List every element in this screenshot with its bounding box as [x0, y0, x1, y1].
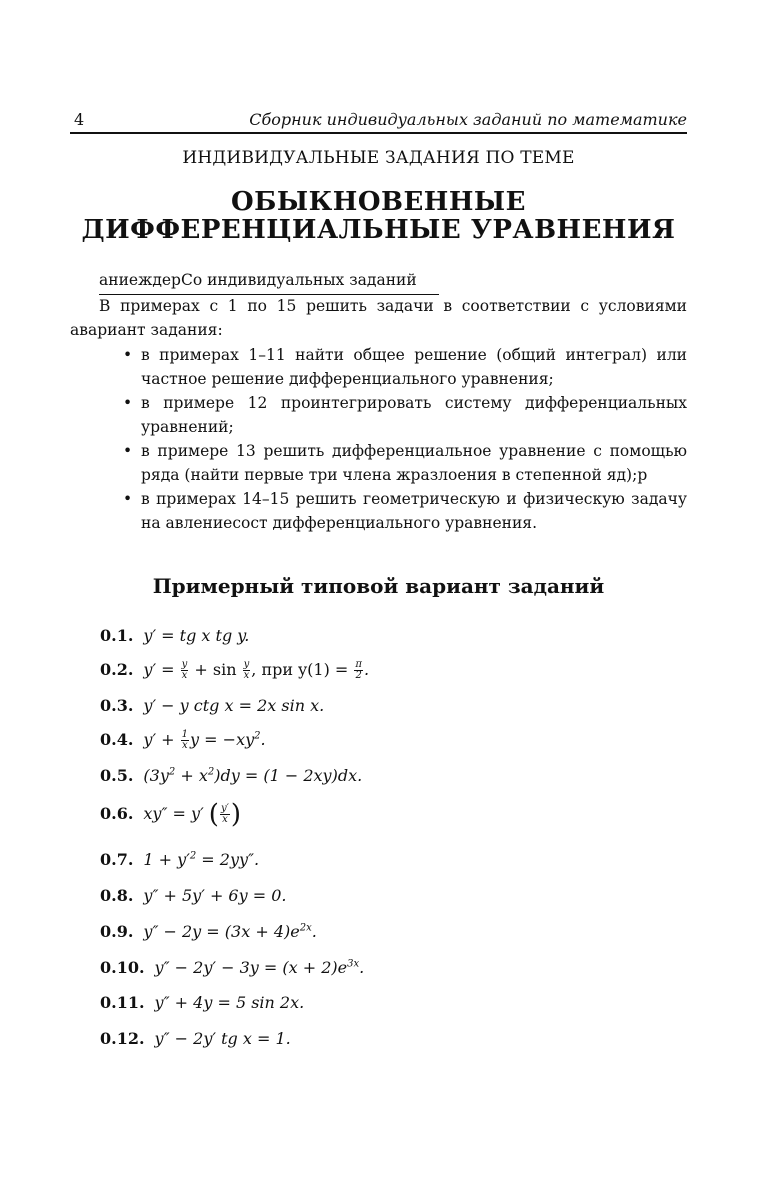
- list-item: • в примерах 14–15 решить геометрическую и физическую задачу на авлениесост дифференциального уравнения.: [123, 487, 687, 535]
- list-item: • в примерах 1–11 найти общее решение (общий интеграл) или частное решение дифференциального уравнения;: [123, 343, 687, 391]
- task-item: [100, 799, 242, 830]
- task-number: 0.12.: [100, 1029, 145, 1048]
- task-expression: $y'' - 2y' - 3y = (x + 2)e^{3x}$.: [154, 958, 365, 977]
- fraction: $\frac{1}{x}$: [181, 729, 189, 751]
- task-item: [100, 766, 362, 785]
- bullet-icon: •: [123, 442, 133, 460]
- task-number: 0.8.: [100, 886, 134, 905]
- task-number: 0.6.: [100, 804, 134, 823]
- running-header: [70, 110, 687, 134]
- list-item: • в примере 13 решить дифференциальное уравнение с помощью ряда (найти первые три члена жразлоения в степенной яд);р: [123, 439, 687, 487]
- chapter-title: [64, 188, 693, 244]
- fraction: $\frac{y'}{x}$: [220, 803, 229, 825]
- task-expression: y″ − 2y′ tg x = 1.: [154, 1029, 291, 1048]
- task-expression: y′ = $\frac{y}{x}$ + sin $\frac{y}{x}$ , при y(1) = $\frac{\pi}{2}$ .: [143, 659, 370, 681]
- task-item: [100, 922, 317, 941]
- task-item: [100, 626, 249, 645]
- right-paren: ): [230, 799, 242, 830]
- instructions-list: [123, 343, 687, 535]
- task-number: 0.4.: [100, 730, 134, 749]
- page: [70, 0, 687, 1182]
- task-expression: $1 + y'^2 = 2yy''$.: [143, 850, 260, 869]
- subheading: [99, 271, 417, 289]
- fraction: $\frac{y}{x}$: [181, 659, 188, 681]
- task-expression: y′ = tg x tg y.: [143, 626, 250, 645]
- list-item: • в примере 12 проинтегрировать систему дифференциальных уравнений;: [123, 391, 687, 439]
- task-item: [100, 958, 364, 977]
- page-number: 4: [74, 110, 85, 129]
- task-number: 0.1.: [100, 626, 134, 645]
- task-item: [100, 730, 266, 751]
- task-item: [100, 660, 369, 681]
- task-number: 0.5.: [100, 766, 134, 785]
- task-expression: $(3y^2 + x^2)dy = (1 - 2xy)dx$.: [143, 766, 363, 785]
- task-item: [100, 993, 304, 1012]
- task-number: 0.2.: [100, 660, 134, 679]
- book-title: Сборник индивидуальных заданий по математике: [249, 110, 687, 129]
- bullet-icon: •: [123, 394, 133, 412]
- task-number: 0.3.: [100, 696, 134, 715]
- task-number: 0.7.: [100, 850, 134, 869]
- task-expression: xy″ = y′ ( $\frac{y'}{x}$ ): [143, 799, 242, 830]
- intro-line-2: авариант задания:: [70, 321, 223, 339]
- task-expression: y″ + 4y = 5 sin 2x.: [154, 993, 305, 1012]
- fraction: $\frac{\pi}{2}$: [355, 659, 362, 681]
- section-title: Примерный типовой вариант заданий: [152, 574, 605, 598]
- intro-line-1: В примерах с 1 по 15 решить задачи в соответствии с условиями: [99, 297, 687, 315]
- subheading-text: аниеждерСо индивидуальных заданий: [99, 271, 417, 289]
- intro-paragraph: [70, 294, 687, 342]
- task-item: [100, 886, 287, 905]
- task-expression: y′ − y ctg x = 2x sin x.: [143, 696, 325, 715]
- bullet-icon: •: [123, 346, 133, 364]
- task-item: [100, 1029, 291, 1048]
- task-expression: $y'' - 2y = (3x + 4)e^{2x}$.: [143, 922, 317, 941]
- task-number: 0.9.: [100, 922, 134, 941]
- task-item: [100, 850, 259, 869]
- fraction: $\frac{y}{x}$: [243, 659, 250, 681]
- bullet-icon: •: [123, 490, 133, 508]
- task-number: 0.10.: [100, 958, 145, 977]
- left-paren: (: [208, 799, 219, 830]
- task-expression: y″ + 5y′ + 6y = 0.: [143, 886, 287, 905]
- task-number: 0.11.: [100, 993, 145, 1012]
- chapter-title-line-2: ДИФФЕРЕНЦИАЛЬНЫЕ УРАВНЕНИЯ: [81, 215, 676, 245]
- chapter-title-line-1: ОБЫКНОВЕННЫЕ: [231, 187, 526, 217]
- task-expression: y′ + $\frac{1}{x}$ $y = -xy^2$.: [143, 729, 266, 751]
- topic-kicker: ИНДИВИДУАЛЬНЫЕ ЗАДАНИЯ ПО ТЕМЕ: [182, 148, 575, 168]
- task-item: [100, 696, 324, 715]
